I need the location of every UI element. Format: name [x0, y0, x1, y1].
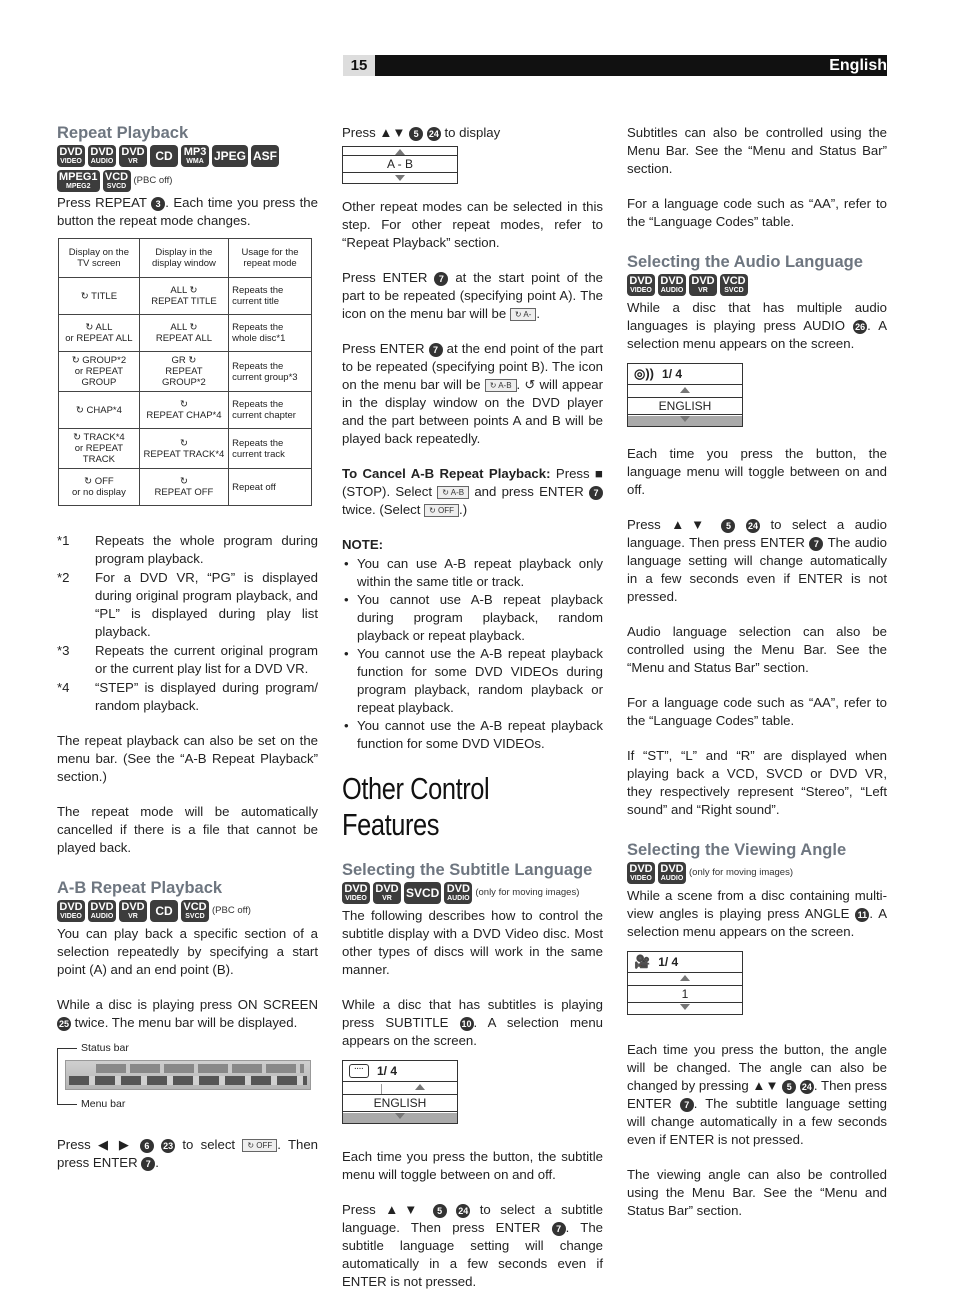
button-number-icon: 3	[151, 197, 165, 211]
repeat-mode-table	[58, 238, 312, 506]
button-number-icon: 5	[782, 1080, 796, 1094]
down-arrow-icon	[680, 416, 690, 422]
table-row	[59, 429, 312, 469]
subtitle-toggle: Each time you press the button, the subtitle menu will toggle between on and off.	[342, 1149, 603, 1182]
dvd-vr-logo-icon: DVD VR	[119, 145, 147, 167]
ab-onscreen: While a disc is playing press ON SCREEN 25 twice. The menu bar will be displayed.	[57, 997, 318, 1030]
audio-menu-bar: Audio language selection can also be controlled using the Menu Bar. See the “Menu and Status Bar” section.	[627, 624, 887, 675]
tv-display-cell: ↻ OFF or no display	[59, 469, 140, 506]
usage-cell: Repeats the whole disc*1	[229, 315, 312, 352]
ab-a-chip: ↻ A-	[510, 308, 536, 321]
mpeg1-mpeg2-logo-icon: MPEG1 MPEG2	[57, 170, 100, 192]
subtitle-press: While a disc that has subtitles is playing press SUBTITLE 10 . A selection menu appears on the screen.	[342, 997, 603, 1048]
jpeg-logo-icon: JPEG	[212, 145, 248, 167]
tv-display-cell: ↻ TITLE	[59, 278, 140, 315]
audio-heading: Selecting the Audio Language	[627, 253, 863, 271]
button-number-icon: 23	[163, 1140, 174, 1151]
repeat-icon: ↺	[524, 377, 536, 392]
button-number-icon: 7	[141, 1157, 155, 1171]
subtitle-osd: ···· 1/ 4 ENGLISH	[342, 1060, 458, 1124]
button-number-icon: 7	[680, 1098, 694, 1112]
vcd-svcd-logo-icon: VCD SVCD	[720, 274, 748, 296]
other-features-title: Other Control Features	[342, 771, 490, 842]
tv-display-cell: ↻ ALL or REPEAT ALL	[59, 315, 140, 352]
footnote: *2 For a DVD VR, “PG” is displayed during original program playback, and “PL” is displayed during play list playback.	[57, 570, 318, 639]
pbc-off-note: (PBC off)	[133, 175, 173, 186]
menu-bar-note: The repeat playback can also be set on the menu bar. (See the “A-B Repeat Playback” section.)	[57, 733, 318, 784]
list-item: • You cannot use the A-B repeat playback function for some DVD VIDEOs.	[342, 717, 603, 753]
table-header: Display in the display window	[139, 239, 228, 278]
dvd-audio-logo-icon: DVD AUDIO	[88, 145, 116, 167]
audio-logos	[627, 274, 887, 296]
other-modes: Other repeat modes can be selected in this step. For other repeat modes, refer to “Repeat Playback” section.	[342, 199, 603, 250]
audio-toggle: Each time you press the button, the language menu will toggle between on and off.	[627, 446, 887, 497]
list-item: • You cannot use A-B repeat playback during program playback, random playback or repeat playback.	[342, 591, 603, 645]
bar-screenshot	[65, 1060, 311, 1090]
usage-cell: Repeats the current title	[229, 278, 312, 315]
display-window-cell: ↻ REPEAT CHAP*4	[139, 392, 228, 429]
button-number-icon: 11	[855, 908, 869, 922]
angle-change: Each time you press the button, the angle will be changed. The angle can also be changed by pressing ▲▼ 5 24 . Then press ENTER 7 . The subtitle language setting will change automatically in a few seconds even if ENTER is not pressed.	[627, 1042, 887, 1147]
table-row	[59, 392, 312, 429]
down-arrow-icon	[395, 1113, 405, 1119]
table-header: Usage for the repeat mode	[229, 239, 312, 278]
angle-logos	[627, 862, 887, 884]
list-item: • You can use A-B repeat playback only within the same title or track.	[342, 555, 603, 591]
button-number-icon: 24	[428, 128, 439, 139]
vcd-svcd-logo-icon: VCD SVCD	[103, 170, 131, 192]
dvd-video-logo-icon: DVD VIDEO	[57, 145, 85, 167]
audio-osd: ◎)) 1/ 4 ENGLISH	[627, 363, 743, 427]
table-header: Display on the TV screen	[59, 239, 140, 278]
table-row	[59, 278, 312, 315]
button-number-icon: 24	[801, 1081, 812, 1092]
cd-logo-icon: CD	[150, 145, 178, 167]
column-1	[57, 124, 318, 1189]
audio-lang-code: For a language code such as “AA”, refer to the “Language Codes” table.	[627, 695, 887, 728]
up-arrow-icon	[415, 1084, 425, 1090]
repeat-logos-2	[57, 170, 318, 192]
ab-intro: You can play back a specific section of a selection repeatedly by specifying a start point (A) and an end point (B).	[57, 926, 318, 977]
list-item: • You cannot use the A-B repeat playback function for some DVD VIDEOs during program playback, random playback or repeat playback.	[342, 645, 603, 717]
dvd-vr-logo-icon: DVD VR	[373, 882, 401, 904]
auto-cancel-note: The repeat mode will be automatically cancelled if there is a file that cannot be played back.	[57, 804, 318, 855]
dvd-video-logo-icon: DVD VIDEO	[627, 862, 655, 884]
footnotes	[57, 532, 318, 715]
column-3	[627, 124, 887, 1237]
audio-icon: ◎))	[634, 366, 655, 381]
button-number-icon: 24	[458, 1205, 469, 1216]
menu-bar-label: Menu bar	[81, 1098, 126, 1110]
st-l-r-note: If “ST”, “L” and “R” are displayed when playing back a VCD, SVCD or DVD VR, they respectively represent “Stereo”, “Left sound” and “Right sound”.	[627, 748, 887, 817]
usage-cell: Repeat off	[229, 469, 312, 506]
subtitle-logos	[342, 882, 603, 904]
button-number-icon: 7	[434, 272, 448, 286]
up-arrow-icon	[680, 387, 690, 393]
display-window-cell: ALL ↻ REPEAT TITLE	[139, 278, 228, 315]
up-arrow-icon	[680, 975, 690, 981]
dvd-video-logo-icon: DVD VIDEO	[57, 900, 85, 922]
subtitle-icon: ····	[349, 1064, 369, 1078]
subtitle-intro: The following describes how to control the subtitle display with a DVD Video disc. Most other types of discs will work in the same manner.	[342, 908, 603, 977]
table-row	[59, 469, 312, 506]
enter-point-a: Press ENTER 7 at the start point of the part to be repeated (specifying point A). The icon on the menu bar will be ↻ A- .	[342, 270, 604, 321]
moving-images-note: (only for moving images)	[689, 867, 794, 878]
tv-display-cell: ↻ TRACK*4 or REPEAT TRACK	[59, 429, 140, 469]
angle-heading: Selecting the Viewing Angle	[627, 841, 847, 859]
dvd-audio-logo-icon: DVD AUDIO	[444, 882, 472, 904]
repeat-off-chip: ↻ OFF	[424, 504, 459, 517]
dvd-audio-logo-icon: DVD AUDIO	[658, 862, 686, 884]
ab-chip: ↻ A-B	[437, 486, 469, 499]
button-number-icon: 6	[140, 1139, 154, 1153]
button-number-icon: 25	[58, 1018, 69, 1029]
audio-press: While a disc that has multiple audio languages is playing press AUDIO 26 . A selection menu appears on the screen.	[627, 300, 887, 351]
notes-list	[342, 555, 603, 753]
cancel-ab: To Cancel A-B Repeat Playback: Press ■ (STOP). Select ↻ A-B and press ENTER 7 twice. (Select ↻ OFF .)	[342, 466, 603, 517]
moving-images-note: (only for moving images)	[475, 887, 580, 898]
repeat-intro: Press REPEAT 3 . Each time you press the button the repeat mode changes.	[57, 195, 318, 228]
ab-chip: ↻ A-B	[485, 379, 517, 392]
header-language: English	[829, 57, 887, 74]
ab-osd: A - B	[342, 146, 458, 184]
dvd-video-logo-icon: DVD VIDEO	[342, 882, 370, 904]
svcd-logo-icon: SVCD	[404, 882, 441, 904]
dvd-vr-logo-icon: DVD VR	[119, 900, 147, 922]
enter-point-b: Press ENTER 7 at the end point of the part to be repeated (specifying point B). The icon on the menu bar will be ↻ A-B . ↺ will appear in the display window on the DVD player and the part between points A and B will be played back repeatedly.	[342, 341, 604, 446]
header-bar	[343, 55, 887, 76]
display-window-cell: ALL ↻ REPEAT ALL	[139, 315, 228, 352]
button-number-icon: 24	[747, 520, 758, 531]
footnote: *1 Repeats the whole program during program playback.	[57, 533, 318, 566]
mp3-wma-logo-icon: MP3 WMA	[181, 145, 209, 167]
tv-display-cell: ↻ CHAP*4	[59, 392, 140, 429]
subtitle-lang-code: For a language code such as “AA”, refer to the “Language Codes” table.	[627, 196, 887, 229]
page-number: 15	[343, 55, 375, 76]
button-number-icon: 5	[721, 519, 735, 533]
button-number-icon: 10	[461, 1018, 472, 1029]
button-number-icon: 5	[433, 1204, 447, 1218]
footnote: *4 “STEP” is displayed during program/ random playback.	[57, 680, 318, 713]
dvd-video-logo-icon: DVD VIDEO	[627, 274, 655, 296]
display-window-cell: GR ↻ REPEAT GROUP*2	[139, 352, 228, 392]
button-number-icon: 7	[809, 537, 823, 551]
down-arrow-icon	[680, 1004, 690, 1010]
dvd-audio-logo-icon: DVD AUDIO	[658, 274, 686, 296]
usage-cell: Repeats the current chapter	[229, 392, 312, 429]
table-row	[59, 315, 312, 352]
usage-cell: Repeats the current group*3	[229, 352, 312, 392]
footnote: *3 Repeats the current original program or the current play list for a DVD VR.	[57, 643, 318, 676]
cd-logo-icon: CD	[150, 900, 178, 922]
audio-select: Press ▲▼ 5 24 to select a audio language. Then press ENTER 7 The audio language setting will change automatically in a few seconds even if ENTER is not pressed.	[627, 517, 887, 604]
ab-repeat-heading: A-B Repeat Playback	[57, 879, 223, 897]
asf-logo-icon: ASF	[251, 145, 279, 167]
menu-bar-diagram	[57, 1042, 318, 1122]
subtitle-menu-bar: Subtitles can also be controlled using the Menu Bar. See the “Menu and Status Bar” section.	[627, 125, 887, 176]
button-number-icon: 5	[409, 127, 423, 141]
button-number-icon: 7	[589, 486, 603, 500]
table-row	[59, 352, 312, 392]
tv-display-cell: ↻ GROUP*2 or REPEAT GROUP	[59, 352, 140, 392]
repeat-logos	[57, 145, 318, 167]
status-bar-label: Status bar	[81, 1042, 129, 1054]
angle-press: While a scene from a disc containing multi-view angles is playing press ANGLE 11 . A selection menu appears on the screen.	[627, 888, 887, 939]
angle-menu-bar: The viewing angle can also be controlled using the Menu Bar. See the “Menu and Status Bar” section.	[627, 1167, 887, 1218]
pbc-off-note: (PBC off)	[212, 905, 251, 916]
subtitle-heading: Selecting the Subtitle Language	[342, 861, 593, 879]
button-number-icon: 7	[552, 1222, 566, 1236]
usage-cell: Repeats the current track	[229, 429, 312, 469]
column-2	[342, 124, 603, 1308]
repeat-off-chip: ↻ OFF	[242, 1139, 277, 1152]
button-number-icon: 7	[429, 343, 443, 357]
repeat-heading: Repeat Playback	[57, 124, 189, 142]
button-number-icon: 26	[855, 321, 866, 332]
ab-logos	[57, 900, 318, 922]
angle-osd: 🎥 1/ 4 1	[627, 951, 743, 1015]
down-arrow-icon	[395, 175, 405, 181]
note-heading: NOTE:	[342, 537, 384, 552]
vcd-svcd-logo-icon: VCD SVCD	[181, 900, 209, 922]
subtitle-select: Press ▲▼ 5 24 to select a subtitle language. Then press ENTER 7 . The subtitle language setting will change automatically in a few seconds even if ENTER is not pressed.	[342, 1202, 603, 1289]
press-display: Press ▲▼ 5 24 to display	[342, 125, 501, 140]
display-window-cell: ↻ REPEAT TRACK*4	[139, 429, 228, 469]
dvd-vr-logo-icon: DVD VR	[689, 274, 717, 296]
camera-icon: 🎥	[634, 954, 651, 969]
press-select: Press ◀ ▶ 6 23 to select ↻ OFF . Then press ENTER 7 .	[57, 1137, 319, 1170]
display-window-cell: ↻ REPEAT OFF	[139, 469, 228, 506]
dvd-audio-logo-icon: DVD AUDIO	[88, 900, 116, 922]
